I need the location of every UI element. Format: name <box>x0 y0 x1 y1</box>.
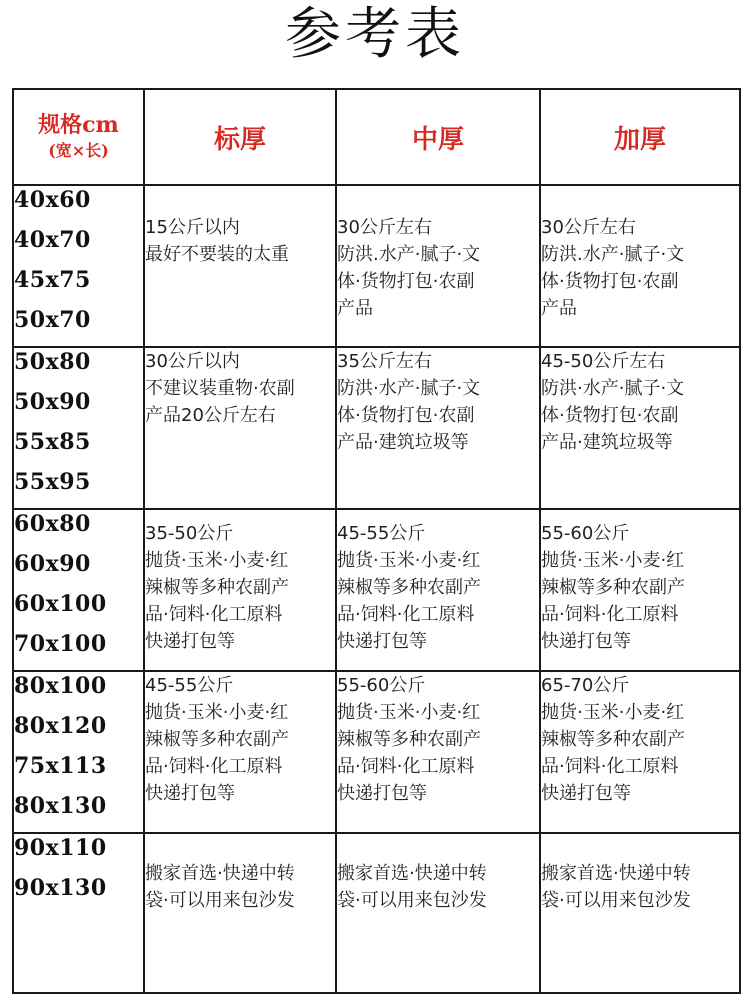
thick-cell <box>540 509 740 671</box>
desc-line: 辣椒等多种农副产 <box>541 729 685 750</box>
size-value: 40x70 <box>14 227 91 253</box>
size-cell <box>13 347 144 509</box>
size-value: 55x95 <box>14 469 91 495</box>
standard-cell <box>144 671 336 833</box>
desc-line: 快递打包等 <box>337 783 427 804</box>
size-value: 90x130 <box>14 875 107 901</box>
size-value: 60x100 <box>14 591 107 617</box>
desc-line: 体·货物打包·农副 <box>541 271 679 292</box>
size-cell <box>13 185 144 347</box>
size-value: 50x80 <box>14 349 91 375</box>
size-cell <box>13 509 144 671</box>
desc-line: 品·饲料·化工原料 <box>541 756 679 777</box>
desc-line: 抛货·玉米·小麦·红 <box>337 702 481 723</box>
desc-line: 35-50公斤 <box>145 523 234 544</box>
medium-cell <box>336 347 540 509</box>
desc-line: 体·货物打包·农副 <box>541 405 679 426</box>
table-row <box>13 509 740 671</box>
thick-cell <box>540 185 740 347</box>
thick-cell <box>540 347 740 509</box>
page-title: 参考表 <box>285 2 465 67</box>
desc-line: 45-55公斤 <box>145 675 234 696</box>
standard-cell <box>144 347 336 509</box>
size-cell <box>13 833 144 993</box>
header-standard: 标厚 <box>144 89 336 185</box>
header-spec-label: 规格cm <box>38 112 119 139</box>
desc-line: 快递打包等 <box>541 783 631 804</box>
desc-line: 辣椒等多种农副产 <box>541 577 685 598</box>
desc-line: 防洪.水产·腻子·文 <box>337 244 481 265</box>
size-value: 60x80 <box>14 511 91 537</box>
desc-line: 15公斤以内 <box>145 217 240 238</box>
size-value: 55x85 <box>14 429 91 455</box>
size-value: 50x70 <box>14 307 91 333</box>
desc-line: 产品·建筑垃圾等 <box>337 432 469 453</box>
desc-line: 45-55公斤 <box>337 523 426 544</box>
medium-cell <box>336 671 540 833</box>
desc-line: 55-60公斤 <box>541 523 630 544</box>
desc-line: 抛货·玉米·小麦·红 <box>541 550 685 571</box>
desc-line: 不建议装重物·农副 <box>145 378 295 399</box>
desc-line: 产品 <box>541 298 577 319</box>
size-value: 90x110 <box>14 835 107 861</box>
desc-line: 30公斤以内 <box>145 351 240 372</box>
medium-cell <box>336 185 540 347</box>
desc-line: 辣椒等多种农副产 <box>337 729 481 750</box>
desc-line: 快递打包等 <box>145 783 235 804</box>
standard-cell <box>144 509 336 671</box>
desc-line: 品·饲料·化工原料 <box>145 756 283 777</box>
size-value: 70x100 <box>14 631 107 657</box>
desc-line: 抛货·玉米·小麦·红 <box>337 550 481 571</box>
size-value: 75x113 <box>14 753 107 779</box>
header-spec-unit: (宽×长) <box>48 141 109 161</box>
size-value: 80x120 <box>14 713 107 739</box>
desc-line: 防洪.水产·腻子·文 <box>541 244 685 265</box>
medium-cell <box>336 509 540 671</box>
desc-line: 55-60公斤 <box>337 675 426 696</box>
table-row <box>13 185 740 347</box>
desc-line: 45-50公斤左右 <box>541 351 666 372</box>
desc-line: 35公斤左右 <box>337 351 432 372</box>
desc-line: 快递打包等 <box>541 631 631 652</box>
desc-line: 最好不要装的太重 <box>145 244 289 265</box>
table-row <box>13 671 740 833</box>
size-value: 60x90 <box>14 551 91 577</box>
desc-line: 品·饲料·化工原料 <box>337 756 475 777</box>
desc-line: 体·货物打包·农副 <box>337 271 475 292</box>
desc-line: 产品·建筑垃圾等 <box>541 432 673 453</box>
header-medium: 中厚 <box>336 89 540 185</box>
size-value: 45x75 <box>14 267 91 293</box>
desc-line: 袋·可以用来包沙发 <box>337 890 487 911</box>
size-value: 50x90 <box>14 389 91 415</box>
size-value: 80x130 <box>14 793 107 819</box>
standard-cell <box>144 185 336 347</box>
desc-line: 搬家首选·快递中转 <box>541 863 691 884</box>
size-cell <box>13 671 144 833</box>
desc-line: 抛货·玉米·小麦·红 <box>145 702 289 723</box>
desc-line: 抛货·玉米·小麦·红 <box>541 702 685 723</box>
desc-line: 品·饲料·化工原料 <box>541 604 679 625</box>
desc-line: 65-70公斤 <box>541 675 630 696</box>
desc-line: 快递打包等 <box>337 631 427 652</box>
thick-cell <box>540 833 740 993</box>
desc-line: 体·货物打包·农副 <box>337 405 475 426</box>
desc-line: 辣椒等多种农副产 <box>145 577 289 598</box>
table-row <box>13 833 740 993</box>
desc-line: 搬家首选·快递中转 <box>145 863 295 884</box>
desc-line: 30公斤左右 <box>337 217 432 238</box>
size-value: 80x100 <box>14 673 107 699</box>
standard-cell <box>144 833 336 993</box>
header-spec <box>13 89 144 185</box>
desc-line: 防洪·水产·腻子·文 <box>541 378 685 399</box>
desc-line: 袋·可以用来包沙发 <box>145 890 295 911</box>
desc-line: 辣椒等多种农副产 <box>337 577 481 598</box>
desc-line: 30公斤左右 <box>541 217 636 238</box>
table-row <box>13 347 740 509</box>
header-row <box>13 89 740 185</box>
size-value: 40x60 <box>14 187 91 213</box>
reference-table <box>12 88 741 994</box>
header-thick: 加厚 <box>540 89 740 185</box>
medium-cell <box>336 833 540 993</box>
thick-cell <box>540 671 740 833</box>
desc-line: 品·饲料·化工原料 <box>145 604 283 625</box>
desc-line: 搬家首选·快递中转 <box>337 863 487 884</box>
desc-line: 品·饲料·化工原料 <box>337 604 475 625</box>
desc-line: 产品20公斤左右 <box>145 405 276 426</box>
desc-line: 辣椒等多种农副产 <box>145 729 289 750</box>
desc-line: 抛货·玉米·小麦·红 <box>145 550 289 571</box>
desc-line: 防洪·水产·腻子·文 <box>337 378 481 399</box>
desc-line: 产品 <box>337 298 373 319</box>
desc-line: 快递打包等 <box>145 631 235 652</box>
desc-line: 袋·可以用来包沙发 <box>541 890 691 911</box>
